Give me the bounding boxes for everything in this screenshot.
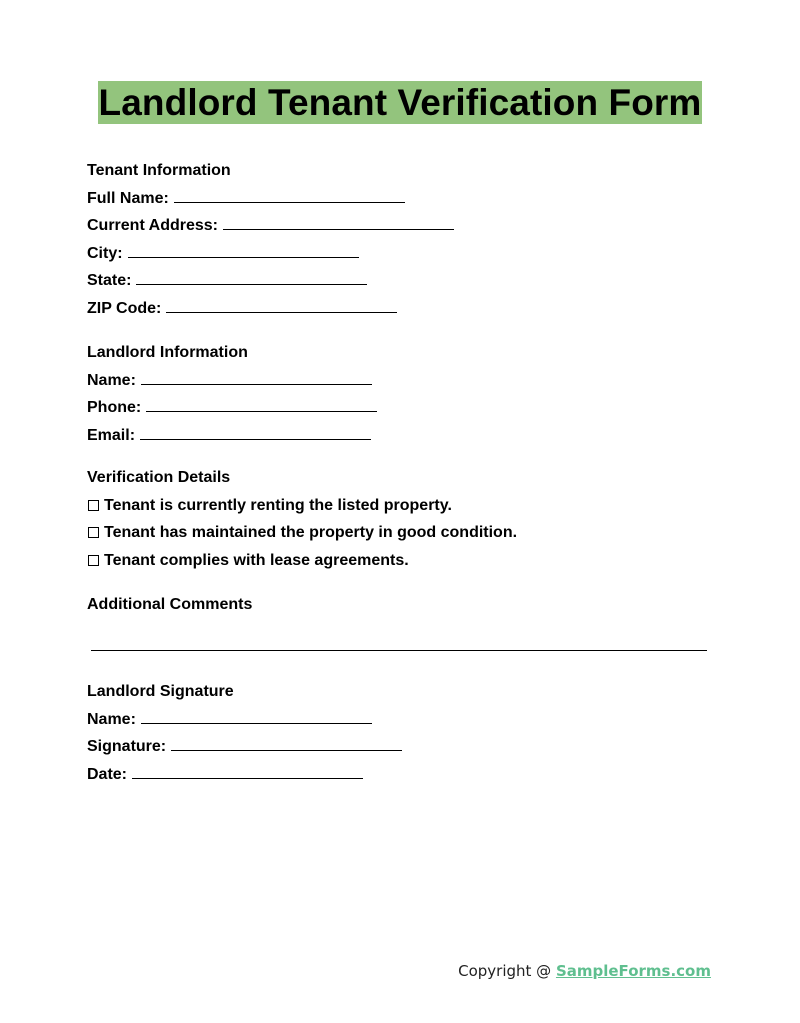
page-title: Landlord Tenant Verification Form [98,82,702,123]
landlord-information-section [87,339,377,449]
sampleforms-link[interactable]: SampleForms.com [555,962,711,980]
field-label: ZIP Code: [87,299,162,317]
section-heading: Tenant Information [87,162,231,179]
signature-date-field[interactable] [87,761,402,789]
landlord-phone-field[interactable] [87,394,377,422]
signature-field[interactable] [87,733,402,761]
landlord-email-blank[interactable] [140,429,371,440]
comments-blank-line[interactable] [91,650,707,651]
section-heading: Landlord Signature [87,683,234,700]
full-name-blank[interactable] [174,192,405,203]
tenant-information-section [87,157,454,322]
tenant-state-field[interactable] [87,267,454,295]
copyright-footer [458,962,711,980]
landlord-signature-section [87,678,402,788]
city-blank[interactable] [128,247,359,258]
state-blank[interactable] [136,274,367,285]
field-label: Name: [87,710,136,728]
checkbox[interactable] [88,527,99,538]
field-label: Current Address: [87,217,218,234]
tenant-city-field[interactable] [87,240,454,268]
date-blank[interactable] [132,768,363,779]
tenant-zip-code-field[interactable] [87,295,454,323]
signature-name-blank[interactable] [141,713,372,724]
signature-name-field[interactable] [87,706,402,734]
field-label: Date: [87,765,128,783]
current-address-blank[interactable] [223,219,454,230]
landlord-phone-blank[interactable] [146,401,377,412]
section-heading: Additional Comments [87,596,253,613]
field-label: Signature: [87,738,167,755]
copyright-text: Copyright @ [458,962,556,980]
additional-comments-section [87,591,252,619]
checkbox[interactable] [88,555,99,566]
field-label: State: [87,272,132,289]
tenant-current-address-field[interactable] [87,212,454,240]
zip-code-blank[interactable] [166,302,397,313]
verification-item-label: Tenant is currently renting the listed property. [104,496,452,514]
section-heading: Landlord Information [87,344,248,361]
verification-item[interactable] [87,547,517,575]
verification-item[interactable] [87,519,517,547]
field-label: Email: [87,426,136,444]
section-heading: Verification Details [87,469,231,486]
verification-details-section [87,464,517,574]
landlord-email-field[interactable] [87,422,377,450]
field-label: City: [87,244,123,262]
verification-item-label: Tenant complies with lease agreements. [104,551,409,569]
field-label: Name: [87,371,136,389]
field-label: Phone: [87,399,142,416]
title-wrapper [0,81,800,124]
landlord-name-field[interactable] [87,367,377,395]
tenant-full-name-field[interactable] [87,185,454,213]
verification-item[interactable] [87,492,517,520]
field-label: Full Name: [87,189,169,207]
landlord-name-blank[interactable] [141,374,372,385]
verification-item-label: Tenant has maintained the property in good condition. [104,524,518,541]
signature-blank[interactable] [171,740,402,751]
checkbox[interactable] [88,500,99,511]
